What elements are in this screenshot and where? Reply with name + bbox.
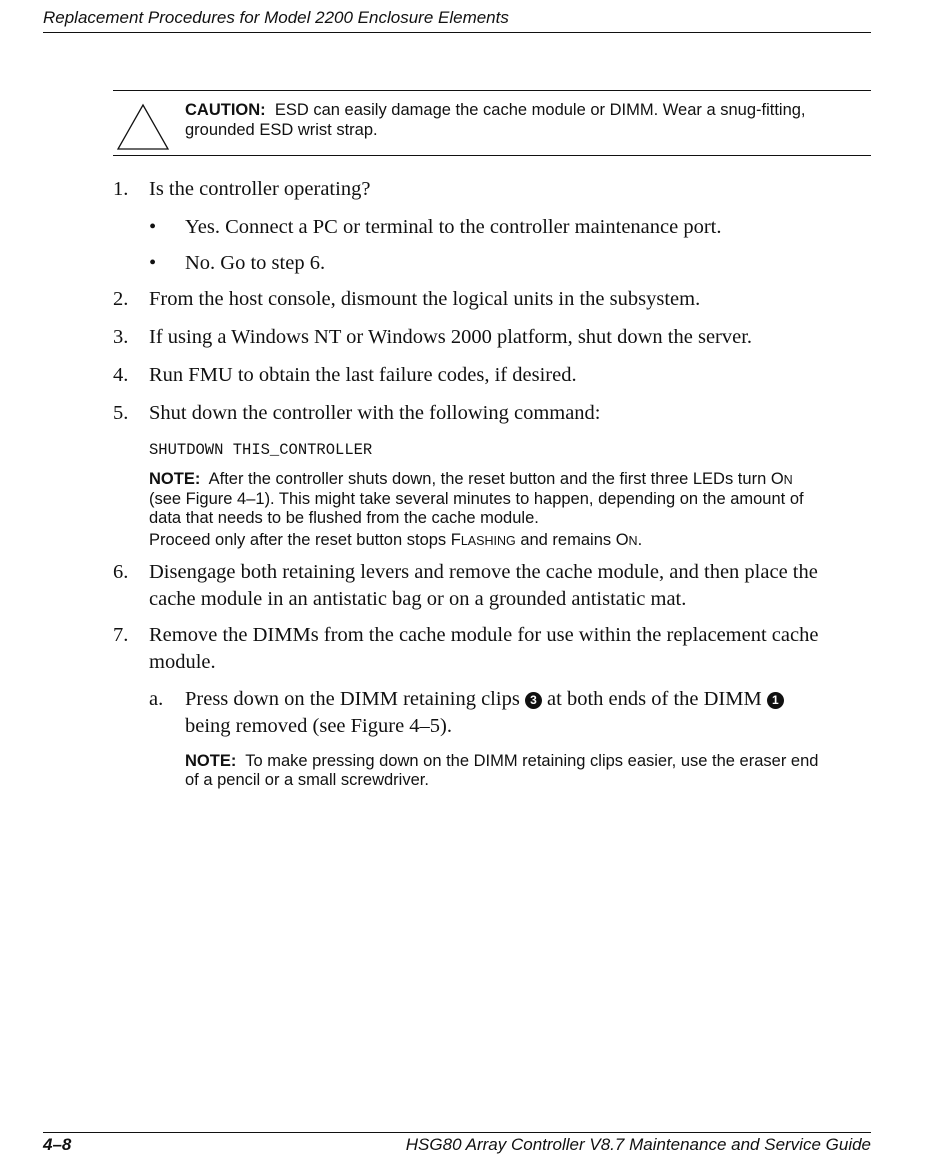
note-label: NOTE: (185, 752, 237, 770)
callout-3-icon: 3 (525, 692, 542, 709)
footer-rule (43, 1132, 871, 1133)
bullet-text: Yes. Connect a PC or terminal to the controller maintenance port. (185, 216, 722, 238)
bullet-mark: • (149, 216, 157, 238)
note-line-4: Proceed only after the reset button stops F (149, 531, 461, 549)
step-line: module. (149, 651, 216, 673)
caution-label: CAUTION: (185, 101, 266, 119)
step-text: From the host console, dismount the logical units in the subsystem. (149, 288, 701, 310)
substep-line: being removed (see Figure 4–5). (185, 715, 452, 737)
note-line-3: data that needs to be flushed from the cache module. (149, 509, 539, 527)
step-text: Is the controller operating? (149, 178, 371, 200)
callout-1-icon: 1 (767, 692, 784, 709)
substep-letter: a. (149, 688, 164, 710)
caution-line-2: grounded ESD wrist strap. (185, 121, 378, 139)
page-number: 4–8 (43, 1135, 72, 1154)
step-text: Run FMU to obtain the last failure codes, if desired. (149, 364, 577, 386)
caution-box (113, 90, 871, 156)
note-shutdown (149, 470, 869, 551)
step-number: 4. (113, 364, 129, 386)
guide-title: HSG80 Array Controller V8.7 Maintenance and Service Guide (405, 1135, 871, 1154)
note-line-4-mid: and remains O (515, 531, 629, 549)
step-line: Remove the DIMMs from the cache module for use within the replacement cache (149, 624, 819, 646)
step-number: 1. (113, 178, 129, 200)
note-label: NOTE: (149, 470, 201, 488)
step-line: cache module in an antistatic bag or on a grounded antistatic mat. (149, 588, 687, 610)
step-text (149, 622, 818, 676)
bullet-mark: • (149, 252, 157, 274)
step-text: Shut down the controller with the following command: (149, 402, 601, 424)
note-dimm-clips (185, 752, 875, 790)
step-number: 7. (113, 624, 129, 646)
step-number: 5. (113, 402, 129, 424)
step-number: 3. (113, 326, 129, 348)
command-text: SHUTDOWN THIS_CONTROLLER (149, 441, 373, 459)
substep-line: Press down on the DIMM retaining clips (185, 688, 520, 710)
bullet-text: No. Go to step 6. (185, 252, 326, 274)
small-caps-on: N (783, 473, 793, 487)
header-rule (43, 32, 871, 33)
caution-line-1: ESD can easily damage the cache module or DIMM. Wear a snug-fitting, (274, 101, 806, 119)
note-line-1: To make pressing down on the DIMM retaining clips easier, use the eraser end (245, 752, 819, 770)
note-line-2: of a pencil or a small screwdriver. (185, 771, 429, 789)
running-header: Replacement Procedures for Model 2200 Enclosure Elements (43, 8, 509, 27)
step-text (149, 559, 818, 613)
step-number: 6. (113, 561, 129, 583)
step-line: Disengage both retaining levers and remove the cache module, and then place the (149, 561, 818, 583)
note-line-1: After the controller shuts down, the reset button and the first three LEDs turn O (208, 470, 784, 488)
small-caps-flashing: LASHING (460, 534, 516, 548)
small-caps-on: N (628, 534, 638, 548)
step-text: If using a Windows NT or Windows 2000 platform, shut down the server. (149, 326, 753, 348)
note-line-4-end: . (637, 531, 643, 549)
substep-line: at both ends of the DIMM (547, 688, 762, 710)
step-number: 2. (113, 288, 129, 310)
warning-triangle-icon (116, 103, 170, 151)
caution-text (185, 100, 871, 140)
note-line-2: (see Figure 4–1). This might take several minutes to happen, depending on the amount of (149, 490, 804, 508)
substep-text (185, 686, 784, 740)
